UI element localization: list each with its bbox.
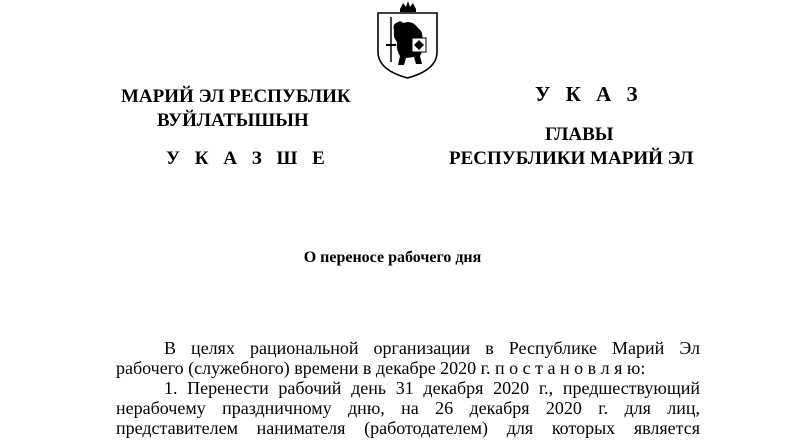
document-title: О переносе рабочего дня bbox=[303, 249, 482, 266]
body-line: рабочего (служебного) времени в декабре 2020 г. п о с т а н о в л я ю: bbox=[116, 358, 646, 378]
ornament-shield-icon bbox=[412, 38, 426, 52]
body-line: представителем нанимателя (работодателем) для которых является bbox=[116, 418, 700, 438]
crown-icon bbox=[400, 1, 416, 12]
coat-of-arms-emblem bbox=[374, 0, 441, 80]
left-header-line2: ВУЙЛАТЫШЫН bbox=[157, 110, 309, 131]
right-header-line1: У К А З bbox=[535, 82, 643, 106]
document-body bbox=[116, 338, 700, 438]
left-header-line3: У К А З Ш Е bbox=[166, 148, 330, 169]
body-line: В целях рациональной организации в Республике Марий Эл bbox=[164, 338, 700, 358]
body-line: нерабочему праздничному дню, на 26 декабря 2020 г. для лиц, bbox=[116, 398, 700, 418]
right-header-line2: ГЛАВЫ bbox=[545, 124, 614, 145]
left-header-line1: МАРИЙ ЭЛ РЕСПУБЛИК bbox=[121, 86, 351, 107]
right-header-line3: РЕСПУБЛИКИ МАРИЙ ЭЛ bbox=[449, 148, 694, 169]
body-line: 1. Перенести рабочий день 31 декабря 2020 г., предшествующий bbox=[164, 378, 700, 398]
